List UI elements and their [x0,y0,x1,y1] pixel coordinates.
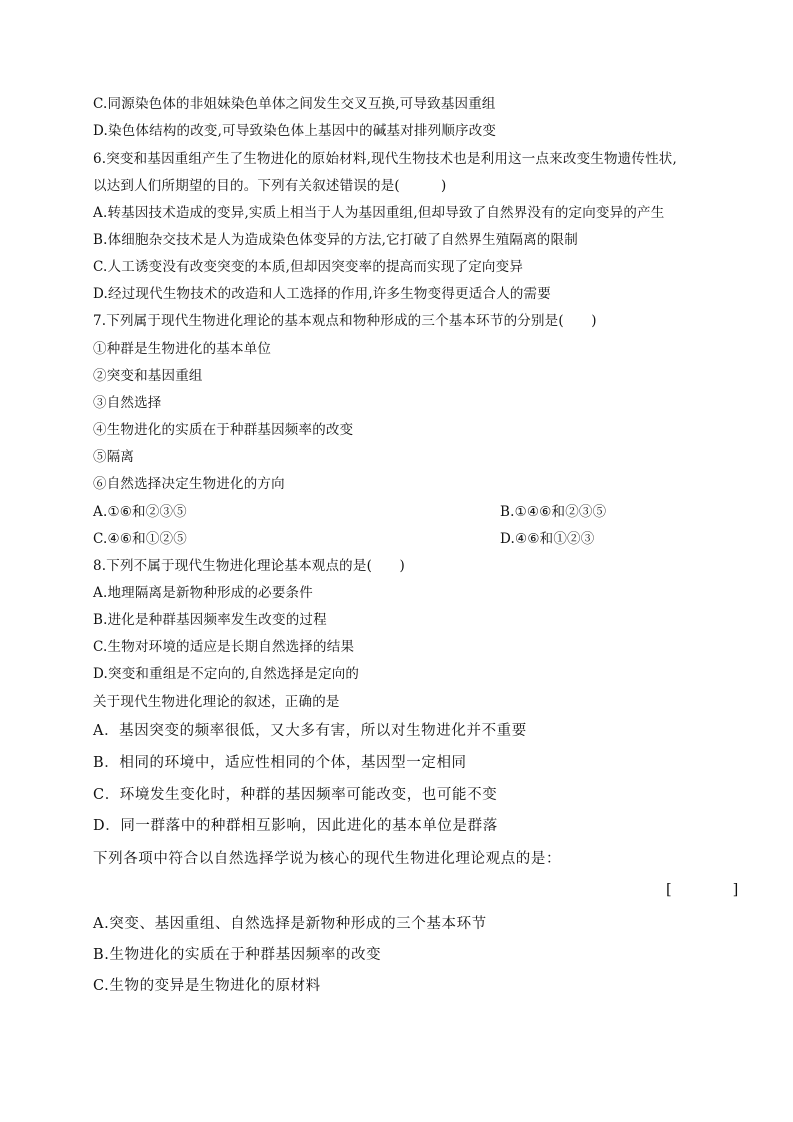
q8-option-a: A.地理隔离是新物种形成的必要条件 [93,585,313,601]
q8-option-b: B.进化是种群基因频率发生改变的过程 [93,612,327,628]
q7-item-6: ⑥自然选择决定生物进化的方向 [93,476,285,492]
q10-option-b: B.生物进化的实质在于种群基因频率的改变 [93,947,382,963]
q7-option-c: C.④⑥和①②⑤ [93,531,187,547]
q9-option-a: A．基因突变的频率很低，又大多有害，所以对生物进化并不重要 [93,723,527,739]
q9-option-d: D．同一群落中的种群相互影响，因此进化的基本单位是群落 [93,818,498,834]
q7-item-3: ③自然选择 [93,395,162,411]
q5-option-c: C.同源染色体的非姐妹染色单体之间发生交叉互换,可导致基因重组 [93,96,496,112]
q6-stem-line1: 6.突变和基因重组产生了生物进化的原始材料,现代生物技术也是利用这一点来改变生物遗传性状, [93,151,677,167]
q8-option-d: D.突变和重组是不定向的,自然选择是定向的 [93,666,360,682]
q9-stem: 关于现代生物进化理论的叙述，正确的是 [93,694,340,710]
q10-stem: 下列各项中符合以自然选择学说为核心的现代生物进化理论观点的是： [93,851,562,867]
q7-item-1: ①种群是生物进化的基本单位 [93,341,272,357]
q10-answer-bracket: [ ] [666,882,739,898]
q6-option-c: C.人工诱变没有改变突变的本质,但却因突变率的提高而实现了定向变异 [93,259,524,275]
q8-option-c: C.生物对环境的适应是长期自然选择的结果 [93,639,355,655]
q10-option-a: A.突变、基因重组、自然选择是新物种形成的三个基本环节 [93,916,487,932]
q7-option-a: A.①⑥和②③⑤ [93,504,187,520]
q6-option-b: B.体细胞杂交技术是人为造成染色体变异的方法,它打破了自然界生殖隔离的限制 [93,232,578,248]
q6-option-a: A.转基因技术造成的变异,实质上相当于人为基因重组,但却导致了自然界没有的定向变异的产生 [93,205,665,221]
q8-stem: 8.下列不属于现代生物进化理论基本观点的是( ) [93,558,405,574]
q6-stem-line2: 以达到人们所期望的目的。下列有关叙述错误的是( ) [93,178,447,194]
q7-item-2: ②突变和基因重组 [93,368,203,384]
q5-option-d: D.染色体结构的改变,可导致染色体上基因中的碱基对排列顺序改变 [93,123,497,139]
q10-option-c: C.生物的变异是生物进化的原材料 [93,978,321,994]
q9-option-b: B．相同的环境中，适应性相同的个体，基因型一定相同 [93,755,467,771]
q9-option-c: C．环境发生变化时，种群的基因频率可能改变，也可能不变 [93,787,498,803]
q7-option-d: D.④⑥和①②③ [500,531,595,547]
q7-option-b: B.①④⑥和②③⑤ [500,504,607,520]
q7-item-5: ⑤隔离 [93,449,135,465]
q7-stem: 7.下列属于现代生物进化理论的基本观点和物种形成的三个基本环节的分别是( ) [93,313,597,329]
q6-option-d: D.经过现代生物技术的改造和人工选择的作用,许多生物变得更适合人的需要 [93,286,551,302]
q7-item-4: ④生物进化的实质在于种群基因频率的改变 [93,422,354,438]
